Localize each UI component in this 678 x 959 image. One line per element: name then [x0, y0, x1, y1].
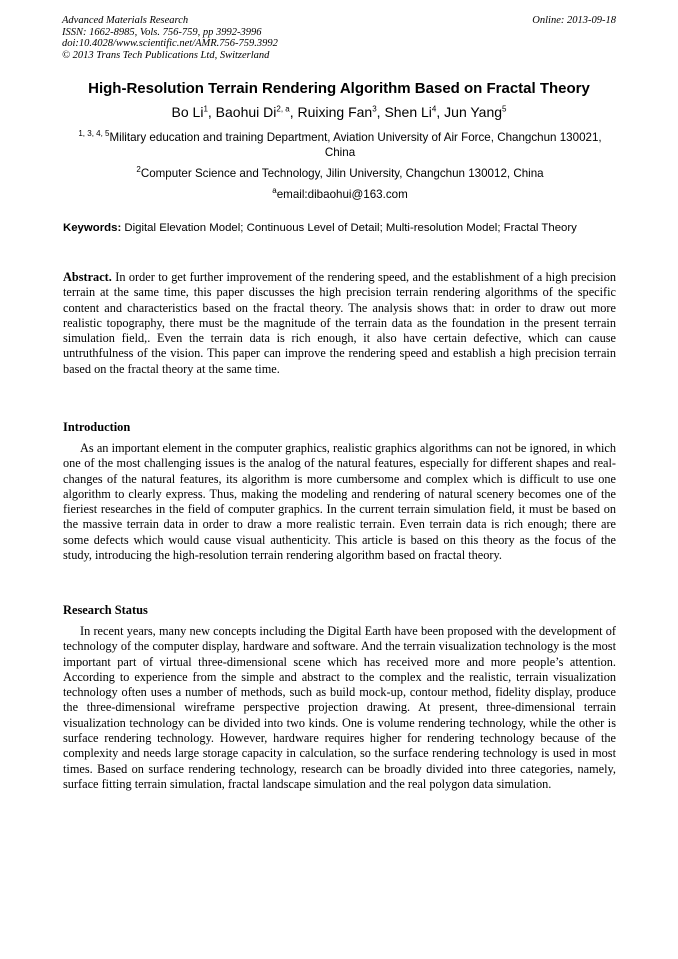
section-paragraph-introduction: As an important element in the computer graphics, realistic graphics algorithms can not be ignored, in which one of the most challenging issues is the analog of the natural features, especially for different shapes and real-changes of the natural features, its algorithm is more cumbersome and complex which is difficult to use one algorithm to clearly express. Thus, making the modeling and rendering of natural scenery becomes one of the fieriest researches in the field of computer graphics. In the current terrain simulation field, it must be based on the massive terrain data in order to draw a more realistic terrain. Even terrain data is rich enough; there are some defects which would cause visual authenticity. This article is based on this theory as the focus of the study, introducing the high-resolution terrain rendering algorithm based on fractal theory.: [63, 441, 616, 563]
author-affiliation-mark: 3: [372, 104, 377, 114]
author-name: Baohui Di: [215, 104, 277, 120]
journal-name: Advanced Materials Research: [62, 15, 189, 26]
copyright-line: © 2013 Trans Tech Publications Ltd, Switzerland: [62, 49, 270, 61]
author-separator: ,: [376, 104, 385, 120]
author-affiliation-mark: 4: [431, 104, 437, 114]
abstract: [63, 270, 616, 377]
author-list: [40, 103, 638, 121]
email-text: email:dibaohui@163.com: [276, 188, 408, 201]
keywords-text: Digital Elevation Model; Continuous Level of Detail; Multi-resolution Model; Fractal Theory: [121, 222, 577, 234]
issn-line: ISSN: 1662-8985, Vols. 756-759, pp 3992-3996: [62, 26, 262, 38]
affiliation-text: Computer Science and Technology, Jilin University, Changchun 130012, China: [140, 167, 544, 180]
affiliation-mark: 2: [136, 165, 141, 175]
keywords: [63, 221, 615, 236]
author-separator: ,: [289, 104, 298, 120]
section-heading-research-status: Research Status: [63, 603, 148, 617]
affiliation-text: Military education and training Department, Aviation University of Air Force, Changchun 130021, China: [109, 131, 602, 159]
author-affiliation-mark: 2, a: [276, 104, 290, 114]
corresponding-email: [70, 188, 610, 203]
affiliation-2: [70, 167, 610, 182]
author-name: Jun Yang: [444, 104, 503, 120]
doi-line: doi:10.4028/www.scientific.net/AMR.756-759.3992: [62, 38, 278, 49]
author-name: Bo Li: [171, 104, 204, 120]
section-heading-introduction: Introduction: [63, 420, 131, 434]
author-separator: ,: [436, 104, 445, 120]
affiliation-1: [70, 131, 610, 160]
online-date: Online: 2013-09-18: [532, 15, 616, 26]
author-affiliation-mark: 5: [502, 104, 507, 114]
abstract-label: Abstract.: [63, 270, 112, 284]
author-name: Shen Li: [384, 104, 432, 120]
journal-header: [62, 15, 616, 61]
author-name: Ruixing Fan: [297, 104, 373, 120]
paper-title: High-Resolution Terrain Rendering Algorithm Based on Fractal Theory: [88, 80, 590, 97]
abstract-text: In order to get further improvement of the rendering speed, and the establishment of a high precision terrain at the same time, this paper discusses the high precision terrain rendering algorithms of the specific content and characteristics based on the fractal theory. The analysis shows that: in order to draw out more realistic topography, there must be the magnitude of the terrain data as the foundation in the present terrain simulation field,. Even the terrain data is rich enough, it also have certain defective, which can cause untruthfulness of the vision. This paper can improve the rendering speed and establish a high precision terrain based on the fractal theory at the same time.: [63, 270, 616, 376]
author-separator: ,: [207, 104, 216, 120]
email-mark: a: [272, 186, 277, 196]
keywords-label: Keywords:: [63, 222, 122, 234]
author-affiliation-mark: 1: [203, 104, 208, 114]
affiliation-mark: 1, 3, 4, 5: [78, 129, 110, 139]
section-paragraph-research-status: In recent years, many new concepts including the Digital Earth have been proposed with the development of technology of the computer display, hardware and software. And the terrain visualization technology is the most important part of virtual three-dimensional scene which has received more and more people’s attention. According to experience from the simple and abstract to the complex and the realistic, terrain visualization technology often uses a number of methods, such as build mock-up, contour method, fidelity display, produce the three-dimensional wireframe perspective projection drawing. At present, three-dimensional terrain visualization technology can be divided into two kinds. One is volume rendering technology, while the other is surface rendering technology. However, hardware requires higher for rendering technology because of the complexity and needs large storage capacity in calculation, so the surface rendering technology is used in most times. Based on surface rendering technology, research can be broadly divided into three categories, namely, surface fitting terrain simulation, fractal landscape simulation and the real polygon data simulation.: [63, 624, 616, 791]
